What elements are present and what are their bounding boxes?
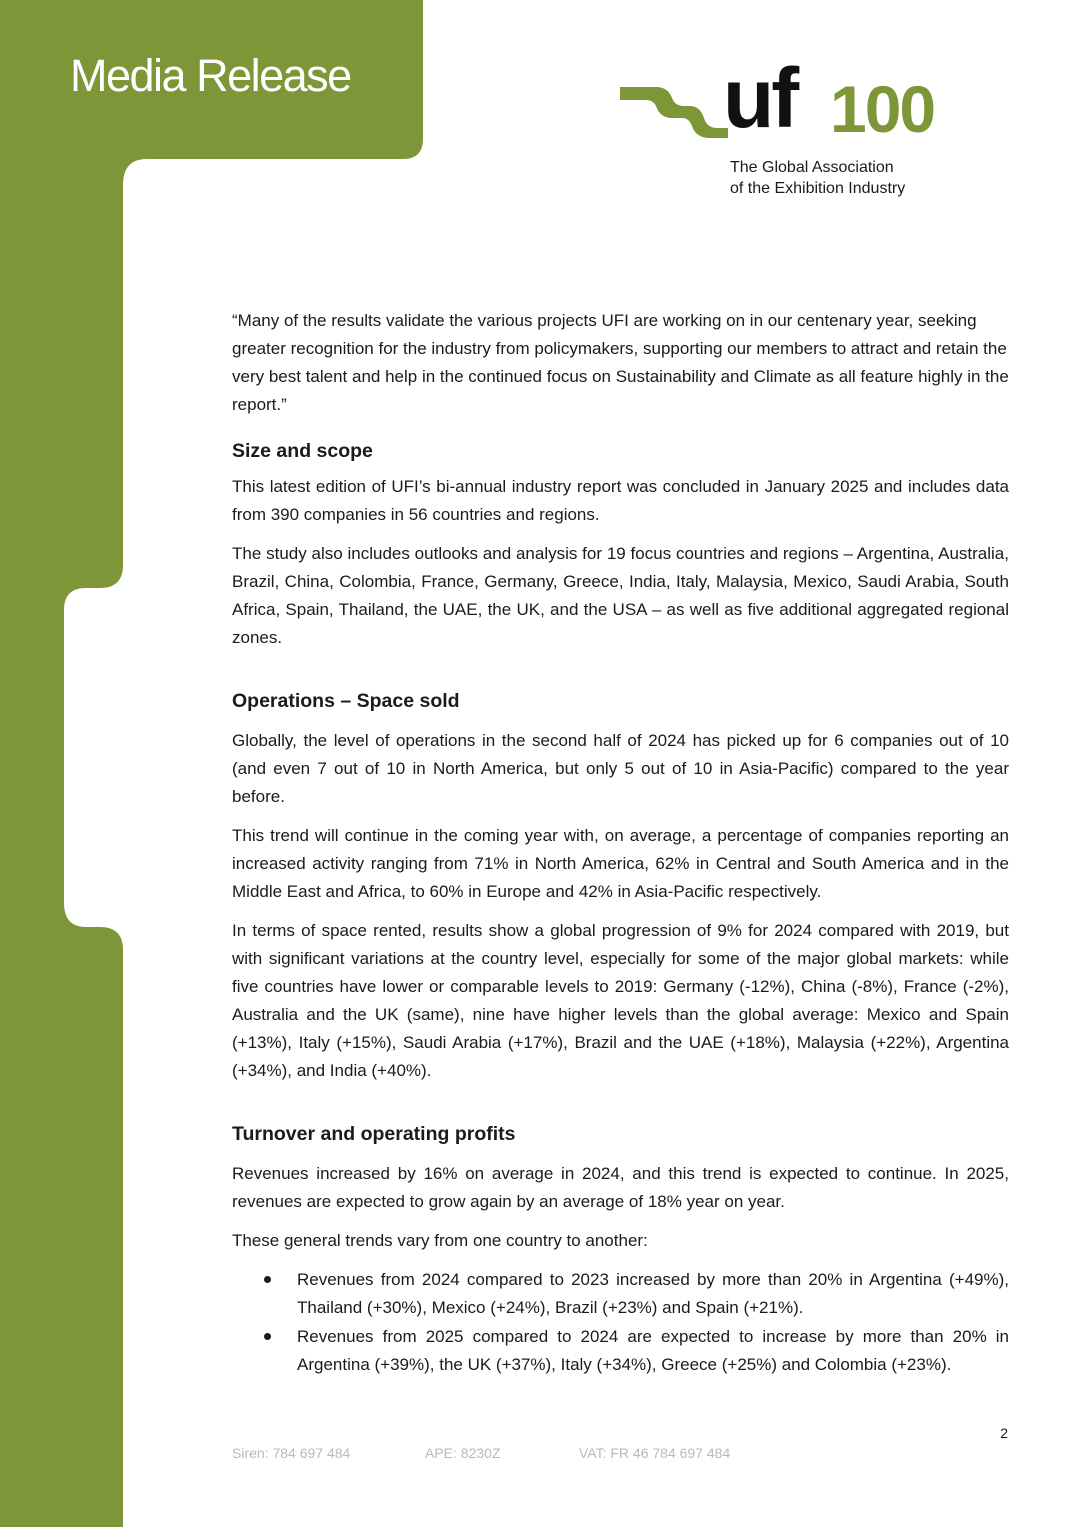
logo-tagline-line1: The Global Association [730, 159, 894, 176]
logo-tagline [730, 157, 905, 199]
section-heading-size-scope: Size and scope [232, 440, 373, 462]
size-scope-paragraph-2: The study also includes outlooks and analysis for 19 focus countries and regions – Argentina, Australia, Brazil, China, Colombia, France, Germany, Greece, India, Italy, Malaysia, Mexico, Saudi Arabia, South Africa, Spain, Thailand, the UAE, the UK, and the USA – as well as five additional aggregated regional zones. [232, 544, 1009, 647]
page-number: 2 [1000, 1425, 1008, 1441]
list-item [232, 1266, 1009, 1322]
turnover-paragraph-2: These general trends vary from one country to another: [232, 1231, 648, 1250]
logo-wordmark-uf: uf [723, 51, 797, 145]
operations-paragraph-1: Globally, the level of operations in the second half of 2024 has picked up for 6 companies out of 10 (and even 7 out of 10 in North America, but only 5 out of 10 in Asia-Pacific) compared to the year before. [232, 731, 1009, 806]
footer-siren: Siren: 784 697 484 [232, 1445, 351, 1461]
operations-paragraph-3: In terms of space rented, results show a global progression of 9% for 2024 compared with 2019, but with significant variations at the country level, especially for some of the major global markets: while five countries have lower or comparable levels to 2019: Germany (-12%), China (-8%), France (-2%), Australia and the UK (same), nine have higher levels than the global average: Mexico and Spain (+13%), Italy (+15%), Saudi Arabia (+17%), Brazil and the UAE (+18%), Malaysia (+22%), Argentina (+34%), and India (+40%). [232, 921, 1009, 1080]
turnover-bullet-list [232, 1266, 1009, 1379]
article-body [232, 307, 1009, 1380]
list-item-text: Revenues from 2025 compared to 2024 are expected to increase by more than 20% in Argentina (+39%), the UK (+37%), Italy (+34%), Greece (+25%) and Colombia (+23%). [297, 1327, 1009, 1374]
bullet-icon [264, 1333, 271, 1340]
section-heading-operations: Operations – Space sold [232, 690, 460, 712]
ufi-wave-mark-icon [620, 84, 728, 138]
list-item [232, 1323, 1009, 1379]
list-item-text: Revenues from 2024 compared to 2023 increased by more than 20% in Argentina (+49%), Thailand (+30%), Mexico (+24%), Brazil (+23%) and Spain (+21%). [297, 1270, 1009, 1317]
section-heading-turnover: Turnover and operating profits [232, 1123, 516, 1145]
quote-paragraph: “Many of the results validate the various projects UFI are working on in our centenary year, seeking greater recognition for the industry from policymakers, supporting our members to attract and retain the very best talent and help in the continued focus on Sustainability and Climate as all feature highly in the report.” [232, 311, 1009, 414]
size-scope-paragraph-1: This latest edition of UFI’s bi-annual industry report was concluded in January 2025 and includes data from 390 companies in 56 countries and regions. [232, 477, 1009, 524]
turnover-paragraph-1: Revenues increased by 16% on average in 2024, and this trend is expected to continue. In 2025, revenues are expected to grow again by an average of 18% year on year. [232, 1164, 1009, 1211]
page-title: Media Release [70, 50, 351, 101]
bullet-icon [264, 1276, 271, 1283]
logo-tagline-line2: of the Exhibition Industry [730, 180, 906, 197]
logo-wordmark-100: 100 [830, 72, 935, 146]
operations-paragraph-2: This trend will continue in the coming year with, on average, a percentage of companies reporting an increased activity ranging from 71% in North America, 62% in Central and South America and in the Middle East and Africa, to 60% in Europe and 42% in Asia-Pacific respectively. [232, 826, 1009, 901]
footer-ape: APE: 8230Z [425, 1445, 501, 1461]
ufi-logo [620, 51, 960, 202]
footer-vat: VAT: FR 46 784 697 484 [579, 1445, 731, 1461]
